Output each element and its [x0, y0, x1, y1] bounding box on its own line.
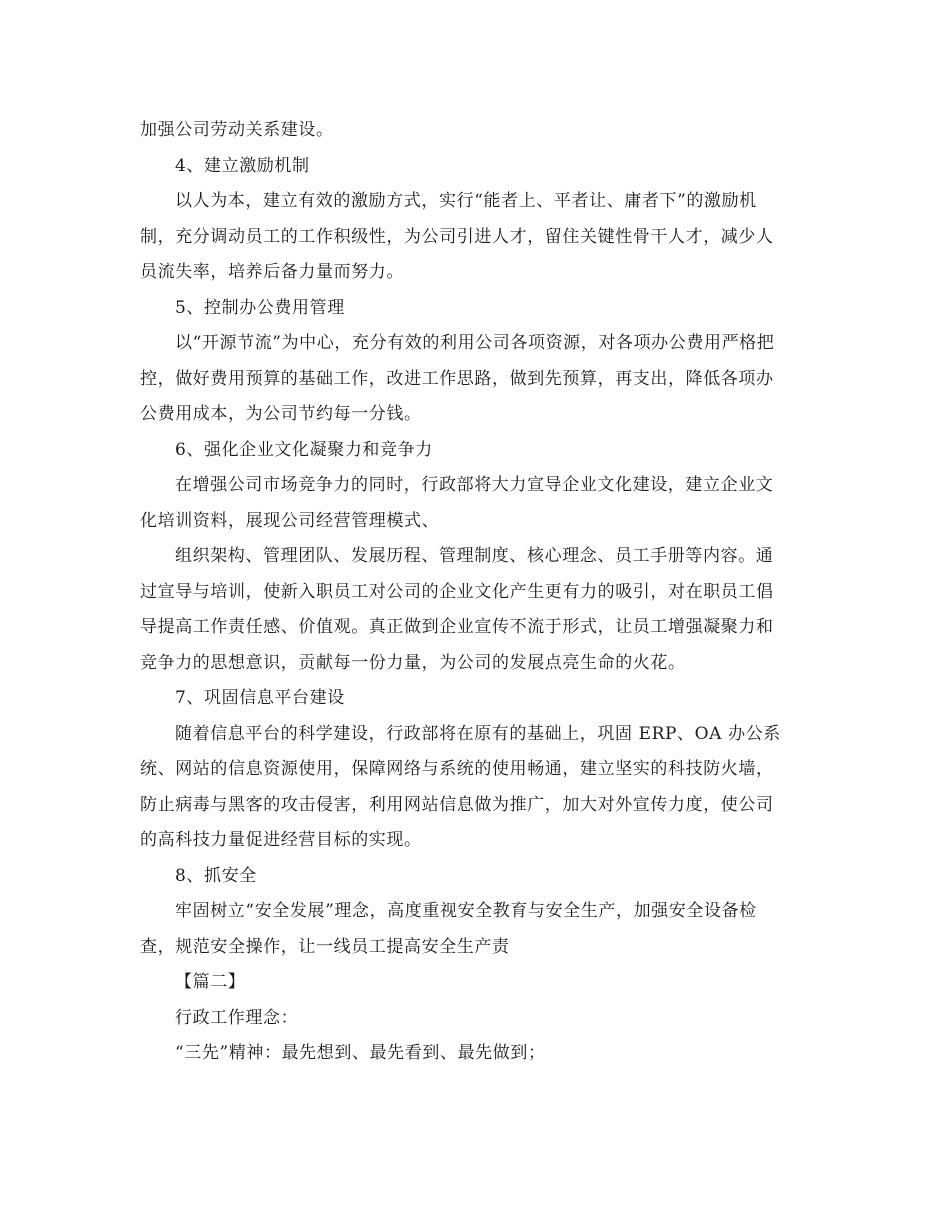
paragraph-line: 公费用成本，为公司节约每一分钱。	[140, 404, 422, 424]
paragraph-line: 牢固树立“安全发展”理念，高度重视安全教育与安全生产，加强安全设备检	[175, 901, 757, 921]
paragraph-line: 组织架构、管理团队、发展历程、管理制度、核心理念、员工手册等内容。通	[175, 546, 774, 566]
paragraph-line: 以人为本，建立有效的激励方式，实行“能者上、平者让、庸者下”的激励机	[175, 191, 757, 211]
paragraph-line: 员流失率，培养后备力量而努力。	[140, 262, 404, 282]
document-body	[140, 113, 816, 1072]
section-heading-7: 7、巩固信息平台建设	[175, 688, 345, 708]
paragraph-line: 导提高工作责任感、价值观。真正做到企业宣传不流于形式，让员工增强凝聚力和	[140, 617, 774, 637]
paragraph-line: 化培训资料，展现公司经营管理模式、	[140, 510, 440, 531]
paragraph-line: 以“开源节流”为中心，充分有效的利用公司各项资源，对各项办公费用严格把	[175, 333, 775, 353]
paragraph-line: “三先”精神：最先想到、最先看到、最先做到；	[175, 1043, 546, 1063]
paragraph-line: 竞争力的思想意识，贡献每一份力量，为公司的发展点亮生命的火花。	[140, 652, 686, 673]
paragraph-line: 统、网站的信息资源使用，保障网络与系统的使用畅通，建立坚实的科技防火墙，	[140, 759, 774, 779]
paragraph-line: 防止病毒与黑客的攻击侵害，利用网站信息做为推广，加大对外宣传力度，使公司	[140, 794, 774, 815]
section-heading-6: 6、强化企业文化凝聚力和竞争力	[175, 439, 433, 460]
section-heading-8: 8、抓安全	[175, 865, 257, 886]
part-heading: 【篇二】	[175, 972, 246, 992]
paragraph-line: 随着信息平台的科学建设，行政部将在原有的基础上，巩固 ERP、OA 办公系	[175, 723, 781, 744]
paragraph-line: 加强公司劳动关系建设。	[140, 120, 334, 140]
paragraph-line: 控，做好费用预算的基础工作，改进工作思路，做到先预算，再支出，降低各项办	[140, 368, 774, 389]
paragraph-line: 查，规范安全操作，让一线员工提高安全生产责	[140, 936, 510, 957]
section-heading-5: 5、控制办公费用管理	[175, 297, 345, 318]
paragraph-line: 过宣导与培训，使新入职员工对公司的企业文化产生更有力的吸引，对在职员工倡	[140, 581, 774, 602]
section-heading-4: 4、建立激励机制	[175, 155, 310, 176]
paragraph-line: 的高科技力量促进经营目标的实现。	[140, 830, 422, 850]
paragraph-line: 在增强公司市场竞争力的同时，行政部将大力宣导企业文化建设，建立企业文	[175, 475, 774, 495]
paragraph-line: 制，充分调动员工的工作积级性，为公司引进人才，留住关键性骨干人才，减少人	[140, 226, 774, 247]
paragraph-line: 行政工作理念：	[175, 1007, 299, 1028]
